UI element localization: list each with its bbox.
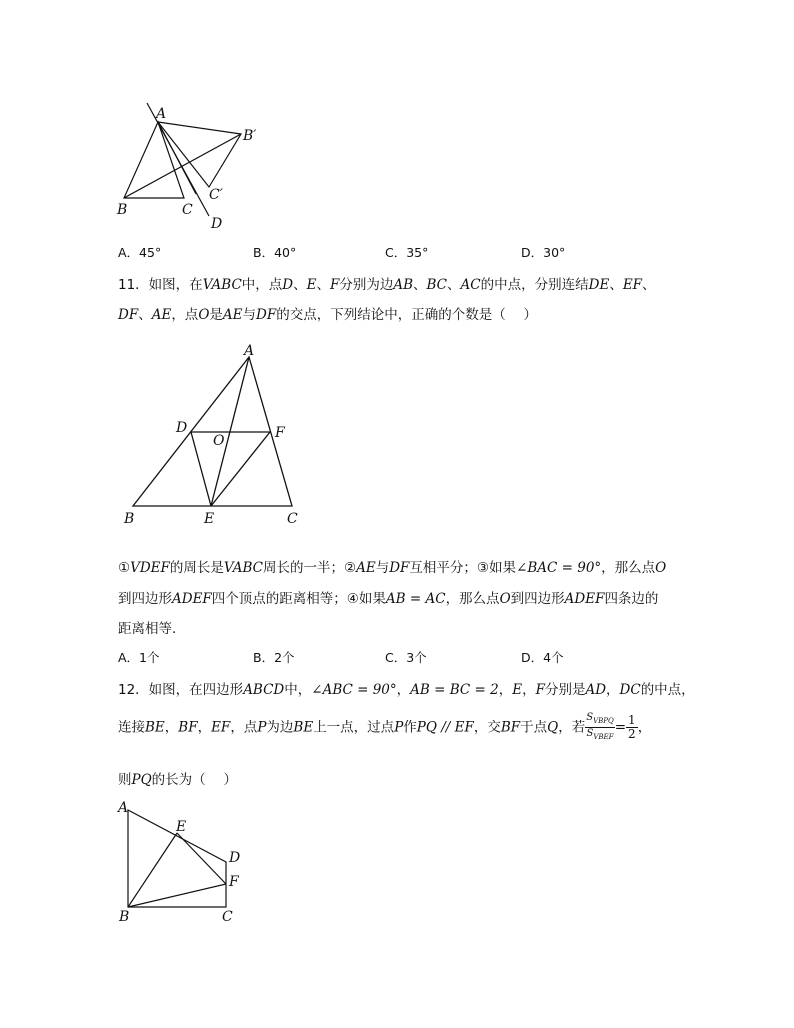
figure-q10 xyxy=(110,98,270,233)
q11-statement-line-2: 到四边形ADEF四个顶点的距离相等；④如果AB = AC，那么点O到四边形ADEF四条边的 xyxy=(118,591,659,607)
label-F: F xyxy=(229,874,239,890)
q11-option-d: D．4个 xyxy=(521,650,564,665)
q11-statement-line-1: ①VDEF的周长是VABC周长的一半；②AE与DF互相平分；③如果∠BAC = 90°，那么点O xyxy=(118,560,667,576)
label-E: E xyxy=(204,511,215,527)
q12-line-3: 则PQ的长为（ ） xyxy=(118,772,237,788)
q10-option-d: D．30° xyxy=(521,245,566,260)
label-D: D xyxy=(211,216,223,232)
q11-option-b: B．2个 xyxy=(253,650,295,665)
label-B-prime: B′ xyxy=(243,128,257,144)
label-D: D xyxy=(176,420,188,436)
q11-statement-line-3: 距离相等． xyxy=(118,621,186,637)
label-B: B xyxy=(124,511,135,527)
q12-line-1: 12．如图，在四边形ABCD中，∠ABC = 90°，AB = BC = 2，E，F分别是AD，DC的中点， xyxy=(118,682,695,698)
q11-option-a: A．1个 xyxy=(118,650,160,665)
area-ratio-fraction: $\frac{S_{VBPQ}}{S_{VBEF}}$ xyxy=(586,712,614,741)
label-B: B xyxy=(119,909,130,925)
label-C: C xyxy=(287,511,298,527)
q10-option-a: A．45° xyxy=(118,245,162,260)
q12-line-2: 连接BE，BF，EF，点P为边BE上一点，过点P作PQ // EF，交BF于点Q，若 $\frac{S_{VBPQ}}{S_{VBEF}}$ = $\frac{1}{2}$ ， xyxy=(118,712,652,741)
label-D: D xyxy=(229,850,241,866)
q10-option-b: B．40° xyxy=(253,245,297,260)
figure-q12 xyxy=(110,795,260,930)
figure-q11 xyxy=(115,335,315,530)
label-C: C xyxy=(222,909,233,925)
half-fraction: $\frac{1}{2}$ xyxy=(628,713,636,741)
label-C: C xyxy=(182,202,193,218)
label-A: A xyxy=(156,106,167,122)
q11-option-c: C．3个 xyxy=(385,650,427,665)
label-F: F xyxy=(275,425,285,441)
q10-option-c: C．35° xyxy=(385,245,429,260)
label-A: A xyxy=(244,343,255,359)
label-O: O xyxy=(213,433,225,449)
label-B: B xyxy=(117,202,128,218)
q11-line-2: DF、AE，点O是AE与DF的交点，下列结论中，正确的个数是（ ） xyxy=(118,307,537,323)
label-C-prime: C′ xyxy=(209,187,223,203)
label-A: A xyxy=(118,800,129,816)
label-E: E xyxy=(176,819,187,835)
q11-line-1: 11．如图，在VABC中，点D、E、F分别为边AB、BC、AC的中点，分别连结DE、EF、 xyxy=(118,277,656,293)
